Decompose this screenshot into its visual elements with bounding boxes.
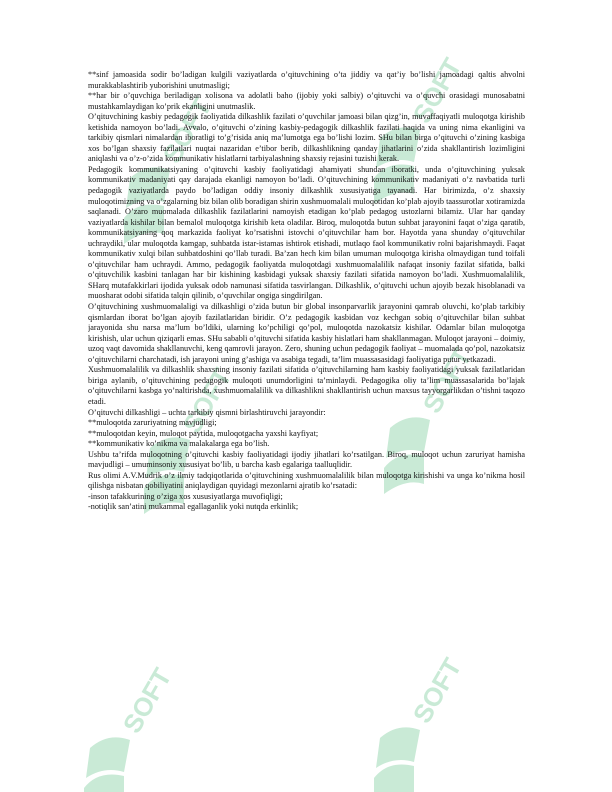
paragraph: O’qituvchining xushmuomalaligi va dilkashligi o’zida butun bir global insonparvarlik jarayonini qamrab oluvchi, ko’plab tarkibiy qismlardan iborat bo’lgan ajoyib fazilatlaridan biridir. O’z pedagogik kasbidan voz kechgan sobiq o’qituvchilar bilan suhbat jarayonida shu narsa ma’lum bo’ldiki, ularning ko’pchiligi qo’pol, muloqotda nazokatsiz kishilar. Odamlar bilan muloqotga kirishish, ular uchun qiziqarli emas. SHu sababli o’qituvchi sifatida kasbiy hislatlari ham shakllanmagan. Muloqot jarayoni – doimiy, uzoq vaqt davomida shakllanuvchi, keng qamrovli jarayon. Zero, shuning uchun pedagogik faoliyat – muomalada qo’pol, nazokatsiz o’qituvchilarni charchatadi, ish jarayoni uning g’ashiga va asabiga tegadi, ta’lim muassasasidagi faoliyatiga putur yetkazadi. — [88, 302, 525, 364]
paragraph: O’qituvchining kasbiy pedagogik faoliyatida dilkashlik fazilati o’quvchilar jamoasi bilan qizg’in, muvaffaqiyatli muloqotga kirishib ketishida namoyon bo’ladi. Avvalo, o’qituvchi o’zining kasbiy-pedagogik dilkashlik fazilati haqida va uning nima ekanligini va tarkibiy qismlari nimalardan iboratligi to’g’risida aniq ma’lumotga ega bo’lishi lozim. SHu bilan birga o’qituvchi o’zining kasbiga xos bo’lgan shaxsiy fazilatlari nuqtai nazaridan e’tibor berib, dilkashlikning qanday jihatlarini o’zida shakllantirish lozimligini aniqlashi va o’z-o’zida kommunikativ hislatlarni tarbiyalashning shaxsiy rejasini tuzishi kerak. — [88, 112, 525, 164]
paragraph: Pedagogik kommunikatsiyaning o’qituvchi kasbiy faoliyatidagi ahamiyati shundan iboratki, unda o’qituvchining yuksak kommunikativ madaniyati qay darajada ekanligi namoyon bo’ladi. O’qituvchining kommunikativ madaniyati o’z navbatida turli pedagogik vaziyatlarda paydo bo’ladigan oddiy insoniy dilkashlik xususiyatiga tayanadi. Har birimizda, o’z shaxsiy muloqotimizning va o’zgalarning biz bilan olib boradigan shirin xushmuomalali muloqotidan ko’plab ajoyib taassurotlar xotiramizda saqlanadi. O’zaro muomalada dilkashlik fazilatlarini namoyish etadigan ko’plab pedagog ustozlarni bilamiz. Ular har qanday vaziyatlarda kishilar bilan bemalol muloqotga kirishib keta oladilar. Biroq, muloqotda butun suhbat jarayonini faqat o’ziga qaratib, kommunikatsiyaning qoq markazida faoliyat ko’rsatishni istovchi o’qituvchilar ham bor. Hayotda yana shunday o’qituvchilar uchraydiki, ular muloqotda kamgap, suhbatda istar-istamas ishtirok etishadi, mutlaqo faol kommunikativ rolni bajarishmaydi. Faqat kommunikativ xulqi bilan suhbatdoshini qo’llab turadi. Ba’zan hech kim bilan umuman muloqotga kirisha olmaydigan tund toifali o’qituvchilar ham uchraydi. Ammo, pedagogik faoliyatda muloqotdagi xushmuomalalilik nafaqat insoniy fazilat sifatida, balki o’qituvchilik kasbini tanlagan har bir kishining kasbidagi yuksak shaxsiy fazilati sifatida namoyon bo’ladi. Xushmuomalalilik, SHarq mutafakkirlari ijodida yuksak odob namunasi sifatida tasvirlangan. Dilkashlik, o’qituvchi uchun ajoyib bezak hisoblanadi va muosharat odobi sifatida talqin qilinib, o’quvchilar ongiga singdirilgan. — [88, 164, 525, 301]
list-item: **muloqotda zaruriyatning mavjudligi; — [88, 418, 217, 428]
list-item: -inson tafakkurining o’ziga xos xususiyatlarga muvofiqligi; — [88, 491, 283, 501]
paragraph: **sinf jamoasida sodir bo’ladigan kulgili vaziyatlarda o’qituvchining o’ta jiddiy va qat’iy bo’lishi jamoadagi qaltis ahvolni murakkablashtirib yuborishini unutmasligi; — [88, 70, 525, 90]
paragraph: **har bir o’quvchiga beriladigan xolisona va adolatli baho (ijobiy yoki salbiy) o’qituvchi va o’quvchi orasidagi munosabatni mustahkamlaydigan ko’prik ekanligini unutmaslik. — [88, 91, 525, 111]
list-item: **muloqotdan keyin, muloqot paytida, muloqotgacha yaxshi kayfiyat; — [88, 428, 319, 438]
paragraph: Ushbu ta’rifda muloqotning o’qituvchi kasbiy faoliyatidagi ijodiy jihatlari ko’rsatilgan. Biroq, muloqot uchun zaruriyat hamisha mavjudligi – umuminsoniy xususiyat bo’lib, u barcha kasb egalariga taalluqlidir. — [88, 449, 525, 470]
paragraph: Rus olimi A.V.Mudrik o’z ilmiy tadqiqotlarida o’qituvchining xushmuomalalilik bilan muloqotga kirishishi va unga ko’nikma hosil qilishga nisbatan qobiliyatini aniqlaydigan quyidagi mezonlarni ajratib ko’rsatadi: — [88, 470, 525, 491]
list-item: **kommunikativ ko’nikma va malakalarga ega bo’lish. — [88, 439, 270, 449]
list-item: -notiqlik san’atini mukammal egallaganlik yoki nutqda erkinlik; — [88, 502, 299, 512]
paragraph: Xushmuomalalilik va dilkashlik shaxsning insoniy fazilati sifatida o’qituvchilarning ham kasbiy faoliyatidagi yuksak fazilatlaridan biriga aylanib, o’qituvchining pedagogik muloqoti unumdorligini ta’minlaydi. Pedagogika oliy ta’lim muassasalarida bo’lajak o’qituvchilarni kasbga yo’naltirishda, xushmuomalalilik va dilkashlikni shakllantirish uchun maxsus tayyorgarlikdan o’tishni taqozo etadi. — [88, 365, 525, 406]
document-body — [88, 70, 525, 790]
paragraph: O’qituvchi dilkashligi – uchta tarkibiy qismni birlashtiruvchi jarayondir: — [88, 407, 326, 417]
